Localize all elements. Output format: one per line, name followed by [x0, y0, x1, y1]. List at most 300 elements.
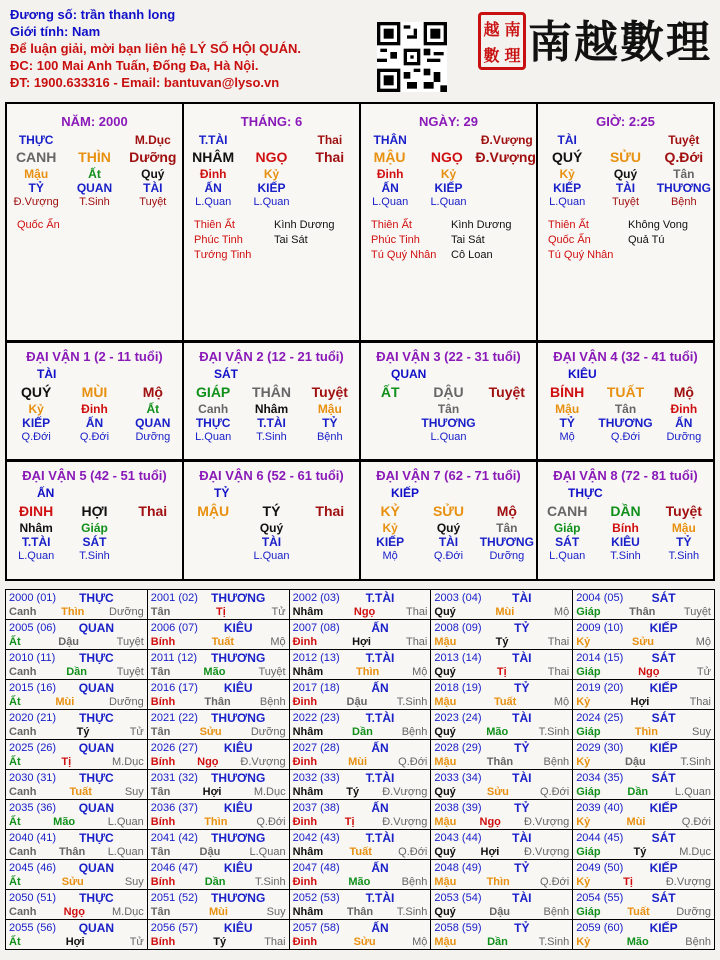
year-stem: Mậu — [434, 696, 457, 708]
year-stem: Đinh — [292, 696, 318, 708]
year-star: TỶ — [514, 681, 530, 695]
year-cell — [573, 830, 715, 860]
year-label: 2001 (02) — [150, 592, 198, 604]
pillar-top-star-row — [538, 133, 713, 147]
year-stage: Bệnh — [685, 936, 711, 948]
pillar-hidden-stem-row — [184, 167, 359, 181]
dv-stage-item: Dưỡng — [489, 550, 525, 562]
dv-main-item: THÂN — [252, 384, 291, 400]
year-stem: Quý — [434, 606, 456, 618]
year-star: TÀI — [512, 591, 532, 605]
year-branch: Mùi — [495, 606, 515, 618]
year-label: 2013 (14) — [434, 652, 482, 664]
year-star: THỰC — [79, 651, 114, 665]
year-label: 2021 (22) — [150, 712, 198, 724]
year-label: 2025 (26) — [9, 742, 57, 754]
year-stem: Bính — [150, 936, 176, 948]
year-stage: Suy — [692, 726, 711, 738]
year-details — [9, 756, 144, 768]
year-branch: Thân — [629, 606, 656, 618]
year-details — [9, 936, 144, 948]
year-branch: Tý — [213, 936, 227, 948]
dv-stage-item — [184, 549, 242, 564]
year-branch: Thìn — [634, 726, 658, 738]
dai-van-sao: ẤN — [37, 486, 55, 500]
year-details — [434, 636, 569, 648]
year-stem: Canh — [9, 726, 37, 738]
dv-stage-item: L.Quan — [549, 550, 586, 562]
year-star: KIÊU — [223, 861, 253, 875]
year-details — [576, 696, 711, 708]
pillar-star-item: TÀI — [143, 181, 163, 195]
year-branch: Tý — [633, 846, 647, 858]
year-details — [151, 906, 286, 918]
qr-code-icon — [377, 22, 447, 92]
year-cell — [573, 890, 715, 920]
year-label: 2004 (05) — [576, 592, 624, 604]
dv-main-item: HỢI — [81, 503, 108, 519]
dv-hidden-stem-item: Canh — [198, 402, 229, 416]
year-label: 2015 (16) — [9, 682, 57, 694]
year-star: QUAN — [78, 621, 115, 635]
year-stage: Thai — [547, 636, 570, 648]
year-star: ẤN — [371, 621, 389, 635]
year-label: 2037 (38) — [292, 802, 340, 814]
dai-van-row-2 — [5, 460, 715, 581]
year-cell — [6, 590, 148, 620]
extra-row — [371, 218, 536, 233]
year-branch: Thân — [204, 696, 231, 708]
extra-star: Kình Dương — [451, 219, 512, 231]
dv-star-item: TÀI — [438, 535, 459, 549]
dv-star-item: KIÊU — [611, 535, 640, 549]
year-cell — [6, 650, 148, 680]
year-label: 2019 (20) — [576, 682, 624, 694]
year-cell — [290, 650, 432, 680]
dv-stage-item: Q.Đới — [433, 550, 464, 562]
pillar-top-star-item: THỰC — [18, 133, 54, 147]
year-star: KIÊU — [223, 801, 253, 815]
year-label: 2043 (44) — [434, 832, 482, 844]
pillar-hidden-stem-item: Kỷ — [263, 167, 280, 181]
year-stage: Tử — [271, 606, 286, 618]
pillar-top-star-item — [419, 133, 477, 147]
year-details — [151, 876, 286, 888]
year-cell — [431, 800, 573, 830]
year-label: 2000 (01) — [9, 592, 57, 604]
pillar-stage-row — [7, 195, 182, 210]
dv-stage-row — [538, 430, 713, 445]
year-stage: M.Dục — [112, 906, 144, 918]
dv-stage-row — [361, 549, 536, 564]
year-details — [576, 816, 711, 828]
year-stem: Ất — [9, 876, 21, 888]
year-cell — [431, 860, 573, 890]
year-stem: Kỷ — [576, 756, 591, 768]
year-stem: Bính — [150, 636, 176, 648]
year-details — [576, 786, 711, 798]
year-stage: Đ.Vượng — [665, 876, 711, 888]
dv-hidden-stem-item: Đinh — [670, 402, 698, 416]
year-star: TÀI — [512, 711, 532, 725]
year-stage: Tuyệt — [116, 666, 144, 678]
year-branch: Tý — [76, 726, 90, 738]
year-stem: Mậu — [434, 876, 457, 888]
pillar-stage-item: Đ.Vượng — [13, 196, 59, 208]
pillar-main-row — [7, 147, 182, 167]
year-stage: T.Sinh — [538, 936, 570, 948]
extra-star: Kình Dương — [274, 219, 335, 231]
year-stage: L.Quan — [674, 786, 711, 798]
year-branch: Mùi — [55, 696, 75, 708]
year-label: 2014 (15) — [576, 652, 624, 664]
year-star: KIẾP — [649, 861, 678, 875]
year-stem: Quý — [434, 726, 456, 738]
extra-row — [371, 233, 536, 248]
year-cell — [431, 620, 573, 650]
year-stage: Tử — [129, 936, 144, 948]
year-branch: Thân — [346, 906, 374, 918]
dv-stage-item: L.Quan — [195, 431, 232, 443]
year-stem: Giáp — [576, 666, 601, 678]
year-stage: M.Dục — [253, 786, 286, 798]
year-cell — [148, 800, 290, 830]
year-star: T.TÀI — [365, 651, 395, 665]
year-label: 2033 (34) — [434, 772, 482, 784]
year-details — [434, 756, 569, 768]
calligraphy-logo: 南越數理 — [528, 17, 712, 68]
year-stem: Kỷ — [576, 816, 591, 828]
dv-main-item: TUẤT — [606, 384, 645, 400]
dv-star-row — [7, 416, 182, 430]
pillar-extra-stars — [361, 218, 536, 263]
year-star: ẤN — [371, 921, 389, 935]
dv-star-item: THƯƠNG — [598, 416, 653, 430]
year-details — [9, 606, 144, 618]
year-cell — [6, 890, 148, 920]
pillar-main-item: Thai — [315, 149, 345, 165]
year-details — [434, 906, 569, 918]
year-stage: T.Sinh — [538, 726, 570, 738]
year-star: TÀI — [512, 771, 532, 785]
year-details — [576, 846, 711, 858]
extra-star: Thiên Ất — [371, 219, 412, 231]
dv-hidden-stem-row — [184, 402, 359, 416]
year-stem: Mậu — [434, 936, 457, 948]
year-cell — [573, 710, 715, 740]
year-cell — [290, 590, 432, 620]
extra-star: Quốc Ấn — [548, 234, 591, 246]
year-stem: Bính — [150, 756, 176, 768]
year-star: ẤN — [371, 861, 389, 875]
year-star: TỶ — [514, 861, 530, 875]
pillar-star-row — [538, 181, 713, 195]
year-branch: Tý — [495, 636, 509, 648]
extra-star — [97, 218, 177, 233]
dai-van-sao: KIÊU — [568, 367, 597, 381]
year-stem: Tân — [150, 666, 171, 678]
dv-stage-row — [7, 430, 182, 445]
year-label: 2026 (27) — [150, 742, 198, 754]
year-stage: Tử — [129, 726, 144, 738]
year-branch: Dần — [487, 936, 508, 948]
pillar-hidden-stem-item: Kỷ — [559, 167, 575, 181]
year-branch: Mão — [203, 666, 226, 678]
dv-hidden-stem-item: Đinh — [81, 402, 108, 416]
year-label: 2054 (55) — [576, 892, 624, 904]
year-label: 2007 (08) — [292, 622, 340, 634]
year-details — [9, 636, 144, 648]
dv-stage-item: Mộ — [559, 431, 575, 443]
year-stem: Quý — [434, 666, 456, 678]
year-branch: Hợi — [65, 936, 85, 948]
extra-star: Tướng Tinh — [194, 249, 252, 261]
year-details — [434, 846, 569, 858]
year-details — [9, 726, 144, 738]
year-stage: Tuyệt — [683, 606, 711, 618]
year-cell — [431, 740, 573, 770]
pillar-main-item: Đ.Vượng — [475, 149, 536, 165]
dv-stage-item: Dưỡng — [135, 431, 171, 443]
year-stem: Đinh — [292, 936, 318, 948]
year-label: 2034 (35) — [576, 772, 624, 784]
year-cell — [290, 620, 432, 650]
year-cell — [148, 920, 290, 950]
year-stem: Nhâm — [292, 846, 324, 858]
pillar-star-item — [478, 181, 536, 195]
year-cell — [290, 740, 432, 770]
pillar-top-star-item — [65, 133, 123, 147]
year-star: T.TÀI — [365, 711, 395, 725]
year-stem: Ất — [9, 636, 21, 648]
pillar-main-row — [361, 147, 536, 167]
pillar-star-item: KIẾP — [434, 181, 463, 195]
dv-stage-item — [478, 430, 536, 445]
year-branch: Tị — [61, 756, 72, 768]
pillar-cell — [361, 104, 538, 342]
year-cell — [573, 920, 715, 950]
pillar-star-item: ẤN — [381, 181, 399, 195]
dv-star-item: ẤN — [85, 416, 104, 430]
year-stem: Mậu — [434, 816, 457, 828]
year-branch: Dần — [204, 876, 226, 888]
pillar-top-star-item: M.Dục — [134, 133, 171, 147]
year-stage: Dưỡng — [676, 906, 711, 918]
pillar-main-item: SỬU — [609, 149, 642, 165]
year-stem: Ất — [9, 816, 21, 828]
year-stage: T.Sinh — [396, 906, 428, 918]
year-label: 2020 (21) — [9, 712, 57, 724]
year-stage: Suy — [124, 876, 144, 888]
dv-star-item: TỶ — [676, 535, 692, 549]
year-cell — [431, 590, 573, 620]
dv-main-item: Thai — [138, 503, 168, 519]
year-branch: Tuất — [69, 786, 92, 798]
year-branch: Tuất — [349, 846, 372, 858]
dai-van-cell — [538, 462, 715, 581]
year-stem: Kỷ — [576, 636, 591, 648]
year-details — [9, 696, 144, 708]
year-details — [576, 606, 711, 618]
year-branch: Sửu — [631, 636, 654, 648]
dv-stage-row — [538, 549, 713, 564]
year-stage: Dưỡng — [250, 726, 286, 738]
dv-stage-row — [184, 549, 359, 564]
year-cell — [431, 770, 573, 800]
pillar-star-item: TỶ — [28, 181, 44, 195]
year-details — [9, 876, 144, 888]
annual-luck-table — [5, 589, 715, 950]
year-branch: Thìn — [61, 606, 85, 618]
dv-main-item: KỶ — [380, 503, 400, 519]
pillar-hidden-stem-item: Mậu — [24, 167, 49, 181]
year-label: 2048 (49) — [434, 862, 482, 874]
pillar-stage-item: L.Quan — [549, 196, 586, 208]
dv-main-row — [538, 501, 713, 521]
pillar-main-row — [538, 147, 713, 167]
year-cell — [6, 800, 148, 830]
year-details — [151, 666, 286, 678]
dai-van-title: ĐẠI VẬN 5 (42 - 51 tuổi) — [22, 468, 167, 483]
year-star: TỶ — [514, 801, 530, 815]
year-cell — [290, 800, 432, 830]
pillar-main-item: NGỌ — [430, 149, 463, 165]
dv-hidden-stem-item: Tân — [614, 402, 637, 416]
year-cell — [290, 860, 432, 890]
dv-stage-item: Mộ — [382, 550, 398, 562]
year-label: 2047 (48) — [292, 862, 340, 874]
year-details — [293, 696, 428, 708]
year-star: TỶ — [514, 921, 530, 935]
year-details — [434, 876, 569, 888]
year-branch: Hợi — [202, 786, 222, 798]
year-stage: Bệnh — [401, 726, 428, 738]
year-branch: Hợi — [480, 846, 500, 858]
dv-main-row — [184, 501, 359, 521]
year-star: KIÊU — [223, 681, 253, 695]
year-star: THƯƠNG — [211, 831, 266, 845]
year-label: 2030 (31) — [9, 772, 57, 784]
year-star: TỶ — [514, 621, 530, 635]
dv-hidden-stem-item — [361, 402, 419, 416]
year-stem: Giáp — [576, 846, 601, 858]
year-label: 2055 (56) — [9, 922, 57, 934]
year-star: THỰC — [79, 591, 114, 605]
year-label: 2051 (52) — [150, 892, 198, 904]
year-star: KIÊU — [223, 621, 253, 635]
year-label: 2035 (36) — [9, 802, 57, 814]
year-stem: Tân — [150, 606, 171, 618]
year-stem: Canh — [9, 666, 37, 678]
year-stage: Tuyệt — [116, 636, 144, 648]
year-branch: Dậu — [489, 906, 511, 918]
year-label: 2052 (53) — [292, 892, 340, 904]
year-branch: Sửu — [61, 876, 84, 888]
gender: Giới tính: Nam — [10, 24, 101, 39]
year-cell — [148, 620, 290, 650]
year-stage: T.Sinh — [680, 756, 711, 768]
dai-van-sao: TỶ — [214, 486, 230, 500]
year-stem: Tân — [150, 846, 171, 858]
year-stem: Giáp — [576, 726, 601, 738]
year-stage: Mộ — [553, 696, 570, 708]
dai-van-title: ĐẠI VẬN 4 (32 - 41 tuổi) — [553, 349, 698, 364]
year-cell — [148, 860, 290, 890]
dv-main-item: Thai — [315, 503, 345, 519]
year-stem: Tân — [150, 906, 171, 918]
pillar-cell — [7, 104, 184, 342]
year-details — [293, 756, 428, 768]
extra-row — [194, 218, 359, 233]
dv-stage-item — [124, 549, 182, 564]
dv-hidden-stem-row — [538, 402, 713, 416]
year-branch: Thìn — [204, 816, 228, 828]
dv-hidden-stem-row — [361, 402, 536, 416]
year-branch: Sửu — [486, 786, 509, 798]
year-stem: Kỷ — [576, 696, 591, 708]
dv-star-item: QUAN — [135, 416, 171, 430]
year-branch: Mão — [53, 816, 76, 828]
pillar-star-item: KIẾP — [553, 181, 582, 195]
pillar-hidden-stem-item: Ất — [88, 167, 101, 181]
year-details — [293, 606, 428, 618]
dv-hidden-stem-item: Mậu — [555, 402, 580, 416]
pillar-hidden-stem-row — [361, 167, 536, 181]
year-stage: Q.Đới — [539, 786, 570, 798]
pillar-hidden-stem-row — [538, 167, 713, 181]
year-label: 2056 (57) — [150, 922, 198, 934]
year-cell — [573, 620, 715, 650]
year-stage: Thai — [405, 606, 428, 618]
dai-van-cell — [361, 462, 538, 581]
dv-main-item: BÍNH — [550, 384, 585, 400]
year-details — [293, 816, 428, 828]
year-branch: Ngọ — [638, 666, 660, 678]
pillar-top-star-item — [242, 133, 300, 147]
year-label: 2059 (60) — [576, 922, 624, 934]
dv-stage-item: Dưỡng — [666, 431, 702, 443]
year-stage: Q.Đới — [398, 846, 428, 858]
dv-star-item: KIẾP — [22, 416, 51, 430]
year-star: KIÊU — [223, 741, 253, 755]
year-label: 2053 (54) — [434, 892, 482, 904]
year-cell — [573, 800, 715, 830]
year-branch: Tị — [216, 606, 226, 618]
address: ĐC: 100 Mai Anh Tuấn, Đống Đa, Hà Nội. — [10, 58, 259, 73]
dai-van-cell — [7, 343, 184, 461]
year-branch: Tuất — [627, 906, 650, 918]
year-branch: Mùi — [626, 816, 646, 828]
dv-hidden-stem-item: Kỷ — [28, 402, 44, 416]
year-details — [434, 666, 569, 678]
pillar-hidden-stem-item — [478, 167, 536, 181]
year-stage: Mộ — [553, 606, 570, 618]
dv-star-item: KIẾP — [376, 535, 405, 549]
year-stage: Mộ — [412, 666, 428, 678]
year-star: ẤN — [371, 681, 389, 695]
year-label: 2023 (24) — [434, 712, 482, 724]
year-stage: Suy — [124, 786, 144, 798]
dv-stage-row — [184, 430, 359, 445]
extra-star: Phúc Tinh — [194, 234, 243, 246]
year-details — [576, 756, 711, 768]
pillar-hidden-stem-item — [301, 167, 359, 181]
year-details — [293, 666, 428, 678]
year-star: SÁT — [651, 651, 676, 665]
dv-hidden-stem-row — [7, 521, 182, 535]
year-branch: Ngọ — [63, 906, 85, 918]
year-stem: Giáp — [576, 606, 601, 618]
